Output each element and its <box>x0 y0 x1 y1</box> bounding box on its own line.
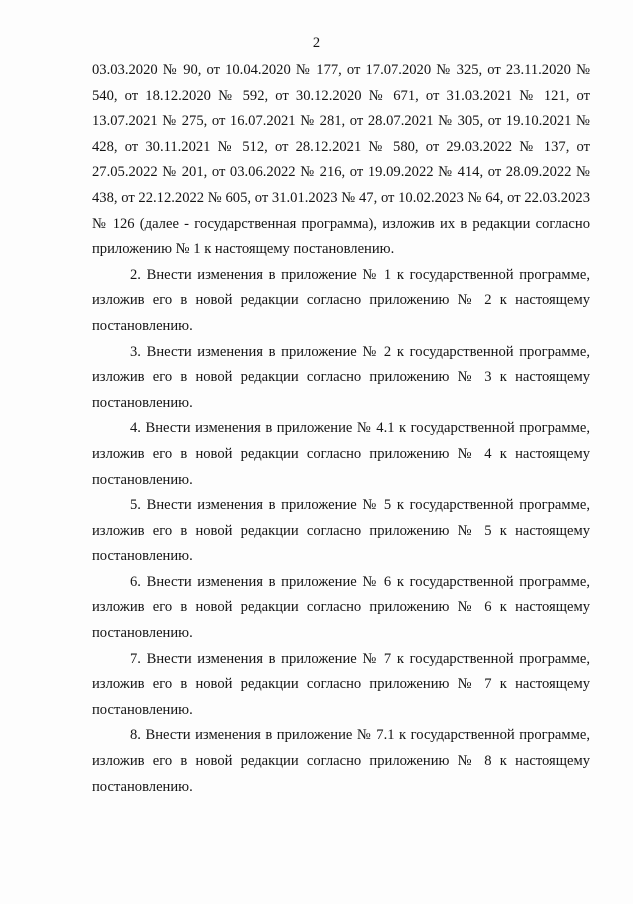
paragraph-item-6: 6. Внести изменения в приложение № 6 к государственной программе, изложив его в новой редакции согласно приложению № 6 к настоящему постановлению. <box>92 573 590 642</box>
paragraph-continuation: 03.03.2020 № 90, от 10.04.2020 № 177, от 17.07.2020 № 325, от 23.11.2020 № 540, от 18.12.2020 № 592, от 30.12.2020 № 671, от 31.03.2021 № 121, от 13.07.2021 № 275, от 16.07.2021 № 281, от 28.07.2021 № 305, от 19.10.2021 № 428, от 30.11.2021 № 512, от 28.12.2021 № 580, от 29.03.2022 № 137, от 27.05.2022 № 201, от 03.06.2022 № 216, от 19.09.2022 № 414, от 28.09.2022 № 438, от 22.12.2022 № 605, от 31.01.2023 № 47, от 10.02.2023 № 64, от 22.03.2023 № 126 (далее - государственная программа), изложив их в редакции согласно приложению № 1 к настоящему постановлению. <box>92 62 590 258</box>
document-body <box>92 58 590 800</box>
paragraph-item-5: 5. Внести изменения в приложение № 5 к государственной программе, изложив его в новой редакции согласно приложению № 5 к настоящему постановлению. <box>92 497 590 565</box>
page-number: 2 <box>312 35 321 51</box>
paragraph-item-8: 8. Внести изменения в приложение № 7.1 к государственной программе, изложив его в новой редакции согласно приложению № 8 к настоящему постановлению. <box>92 727 590 795</box>
paragraph-item-7: 7. Внести изменения в приложение № 7 к государственной программе, изложив его в новой редакции согласно приложению № 7 к настоящему постановлению. <box>92 650 590 718</box>
paragraph-item-4: 4. Внести изменения в приложение № 4.1 к государственной программе, изложив его в новой редакции согласно приложению № 4 к настоящему постановлению. <box>92 420 590 488</box>
paragraph-item-3: 3. Внести изменения в приложение № 2 к государственной программе, изложив его в новой редакции согласно приложению № 3 к настоящему постановлению. <box>92 343 590 411</box>
paragraph-item-2: 2. Внести изменения в приложение № 1 к государственной программе, изложив его в новой редакции согласно приложению № 2 к настоящему постановлению. <box>92 266 590 334</box>
